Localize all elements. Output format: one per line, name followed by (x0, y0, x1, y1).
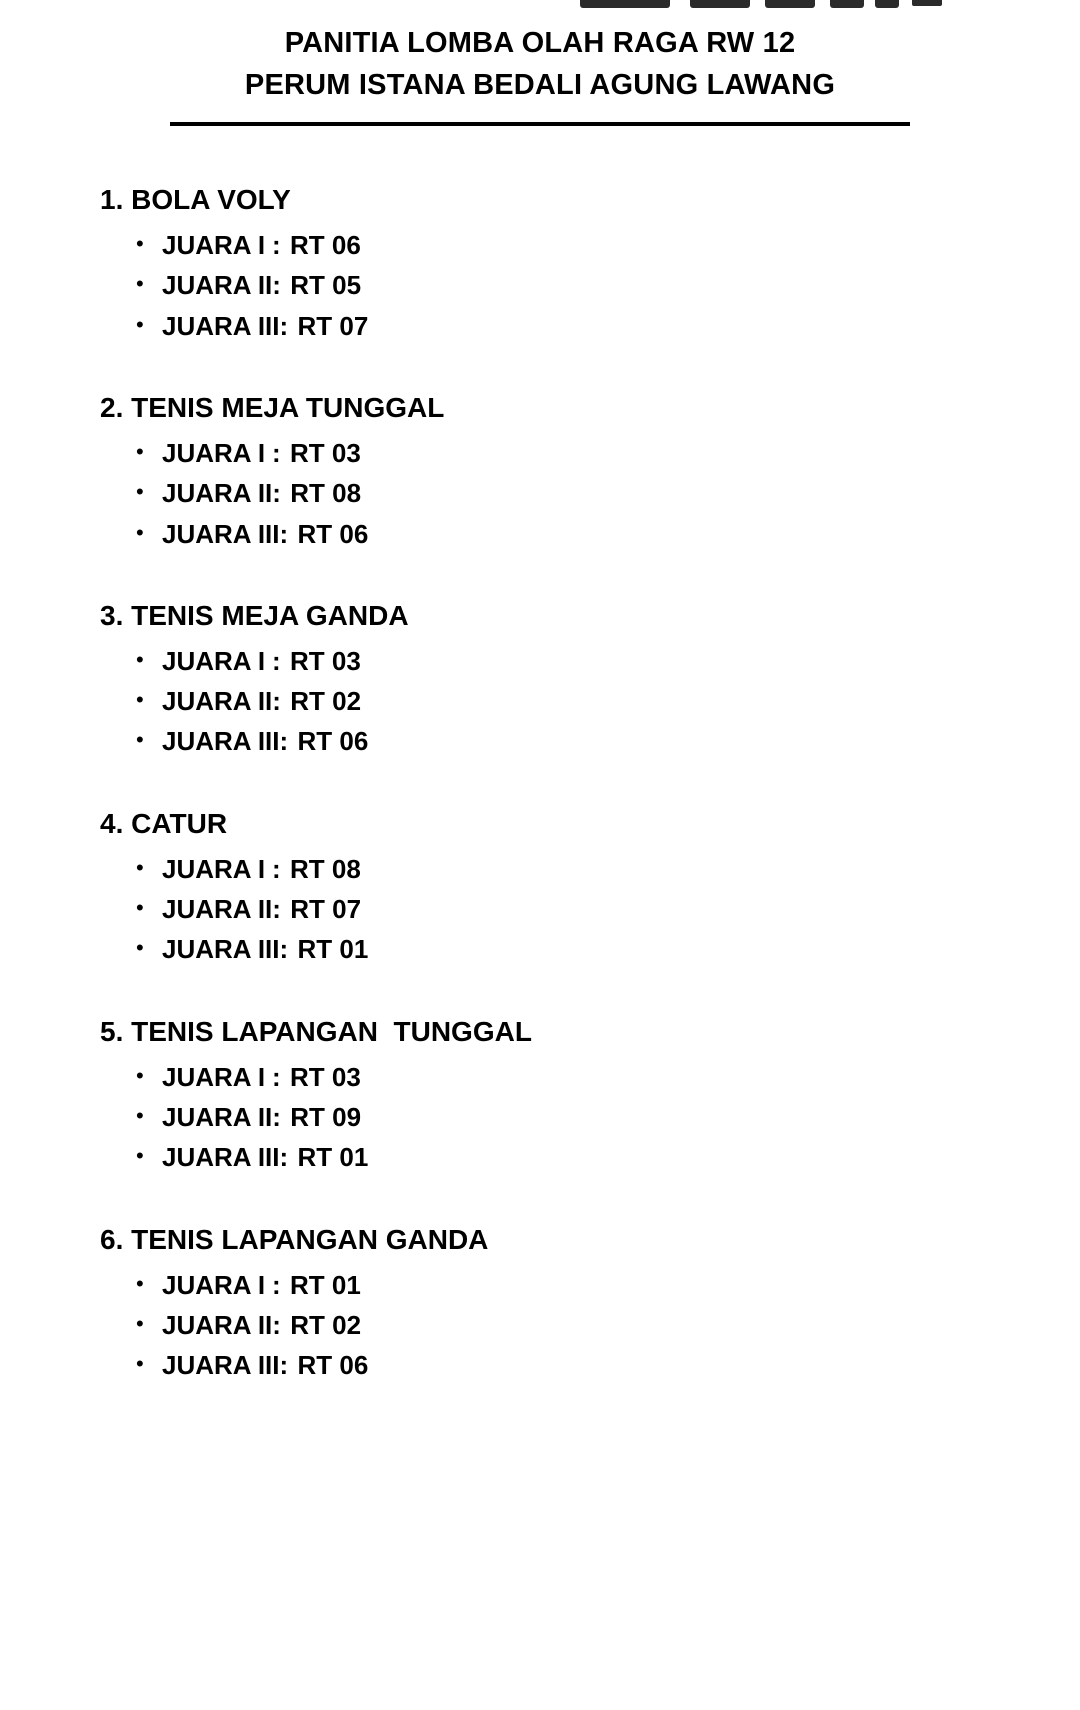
winner-place: JUARA I (162, 230, 266, 261)
winner-separator: : (272, 1269, 281, 1300)
results-list (0, 126, 1080, 1385)
winner-place: JUARA I (162, 645, 266, 676)
winner-row (136, 929, 1080, 969)
winner-list (0, 225, 1080, 346)
winner-place: JUARA I (162, 1061, 266, 1092)
bullet-icon: • (136, 935, 144, 961)
winner-value: RT 08 (290, 478, 362, 509)
bullet-icon: • (136, 646, 144, 672)
winner-value: RT 09 (290, 1101, 362, 1132)
winner-row (136, 1097, 1080, 1137)
winner-separator: : (272, 853, 281, 884)
winner-place: JUARA I (162, 437, 266, 468)
winner-list (0, 1265, 1080, 1386)
winner-row (136, 641, 1080, 681)
winner-separator: : (272, 437, 281, 468)
winner-row (136, 849, 1080, 889)
winner-value: RT 08 (290, 853, 361, 884)
bullet-icon: • (136, 854, 144, 880)
winner-row (136, 473, 1080, 513)
winner-place: JUARA II (162, 478, 273, 509)
winner-place: JUARA II (162, 1309, 273, 1340)
winner-row (136, 514, 1080, 554)
event-title: 6. TENIS LAPANGAN GANDA (100, 1223, 489, 1255)
event-section (0, 1014, 1080, 1178)
artifact-block-4 (830, 0, 864, 8)
event-section (0, 182, 1080, 346)
winner-separator: : (279, 1142, 289, 1173)
winner-value: RT 06 (297, 1350, 369, 1381)
winner-row (136, 1345, 1080, 1385)
winner-separator: : (272, 270, 281, 301)
winner-list (0, 641, 1080, 762)
bullet-icon: • (136, 479, 144, 505)
winner-value: RT 02 (290, 1309, 362, 1340)
event-title: 4. CATUR (100, 807, 228, 839)
winner-value: RT 01 (290, 1269, 361, 1300)
artifact-block-5 (875, 0, 899, 8)
winner-separator: : (272, 478, 281, 509)
bullet-icon: • (136, 1143, 144, 1169)
winner-separator: : (272, 686, 281, 717)
header-line-1: PANITIA LOMBA OLAH RAGA RW 12 (284, 27, 796, 59)
event-section (0, 390, 1080, 554)
artifact-block-1 (580, 0, 670, 8)
event-section (0, 1222, 1080, 1386)
document-header (0, 0, 1080, 126)
winner-value: RT 07 (290, 894, 362, 925)
winner-list (0, 433, 1080, 554)
winner-place: JUARA III (162, 934, 280, 965)
winner-value: RT 06 (297, 518, 369, 549)
winner-separator: : (272, 230, 281, 261)
cropped-toolbar-artifact (560, 0, 960, 12)
winner-place: JUARA II (162, 270, 273, 301)
winner-place: JUARA II (162, 894, 273, 925)
bullet-icon: • (136, 727, 144, 753)
artifact-block-2 (690, 0, 750, 8)
winner-row (136, 1305, 1080, 1345)
winner-place: JUARA III (162, 726, 280, 757)
bullet-icon: • (136, 1310, 144, 1336)
bullet-icon: • (136, 1062, 144, 1088)
bullet-icon: • (136, 438, 144, 464)
event-title: 3. TENIS MEJA GANDA (100, 599, 409, 631)
artifact-block-3 (765, 0, 815, 8)
bullet-icon: • (136, 1102, 144, 1128)
winner-value: RT 01 (297, 1142, 369, 1173)
winner-separator: : (279, 934, 289, 965)
winner-separator: : (279, 1350, 289, 1381)
header-line-2: PERUM ISTANA BEDALI AGUNG LAWANG (244, 69, 836, 102)
event-title: 5. TENIS LAPANGAN TUNGGAL (100, 1015, 532, 1047)
winner-separator: : (279, 518, 289, 549)
winner-row (136, 265, 1080, 305)
bullet-icon: • (136, 311, 144, 337)
winner-row (136, 721, 1080, 761)
event-title: 1. BOLA VOLY (100, 184, 291, 216)
event-section (0, 598, 1080, 762)
winner-place: JUARA III (162, 518, 280, 549)
winner-place: JUARA I (162, 1269, 266, 1300)
event-section (0, 806, 1080, 970)
winner-place: JUARA III (162, 310, 280, 341)
winner-value: RT 06 (290, 230, 361, 261)
winner-place: JUARA II (162, 686, 273, 717)
winner-value: RT 05 (290, 270, 362, 301)
winner-place: JUARA I (162, 853, 266, 884)
winner-separator: : (272, 1309, 281, 1340)
winner-list (0, 1057, 1080, 1178)
winner-row (136, 681, 1080, 721)
winner-row (136, 889, 1080, 929)
winner-value: RT 03 (290, 645, 361, 676)
winner-row (136, 1137, 1080, 1177)
bullet-icon: • (136, 231, 144, 257)
artifact-block-6 (912, 0, 942, 6)
winner-separator: : (272, 1101, 281, 1132)
winner-place: JUARA II (162, 1101, 273, 1132)
winner-value: RT 07 (297, 310, 369, 341)
winner-separator: : (279, 726, 289, 757)
bullet-icon: • (136, 895, 144, 921)
winner-value: RT 03 (290, 437, 361, 468)
winner-row (136, 433, 1080, 473)
winner-row (136, 1265, 1080, 1305)
winner-value: RT 06 (297, 726, 369, 757)
event-title: 2. TENIS MEJA TUNGGAL (100, 391, 445, 423)
winner-separator: : (272, 645, 281, 676)
winner-row (136, 306, 1080, 346)
bullet-icon: • (136, 1270, 144, 1296)
winner-separator: : (272, 894, 281, 925)
winner-separator: : (272, 1061, 281, 1092)
winner-row (136, 1057, 1080, 1097)
bullet-icon: • (136, 271, 144, 297)
winner-place: JUARA III (162, 1350, 280, 1381)
winner-value: RT 01 (297, 934, 369, 965)
winner-value: RT 03 (290, 1061, 361, 1092)
bullet-icon: • (136, 519, 144, 545)
winner-value: RT 02 (290, 686, 362, 717)
winner-row (136, 225, 1080, 265)
winner-separator: : (279, 310, 289, 341)
winner-place: JUARA III (162, 1142, 280, 1173)
bullet-icon: • (136, 1351, 144, 1377)
winner-list (0, 849, 1080, 970)
bullet-icon: • (136, 687, 144, 713)
